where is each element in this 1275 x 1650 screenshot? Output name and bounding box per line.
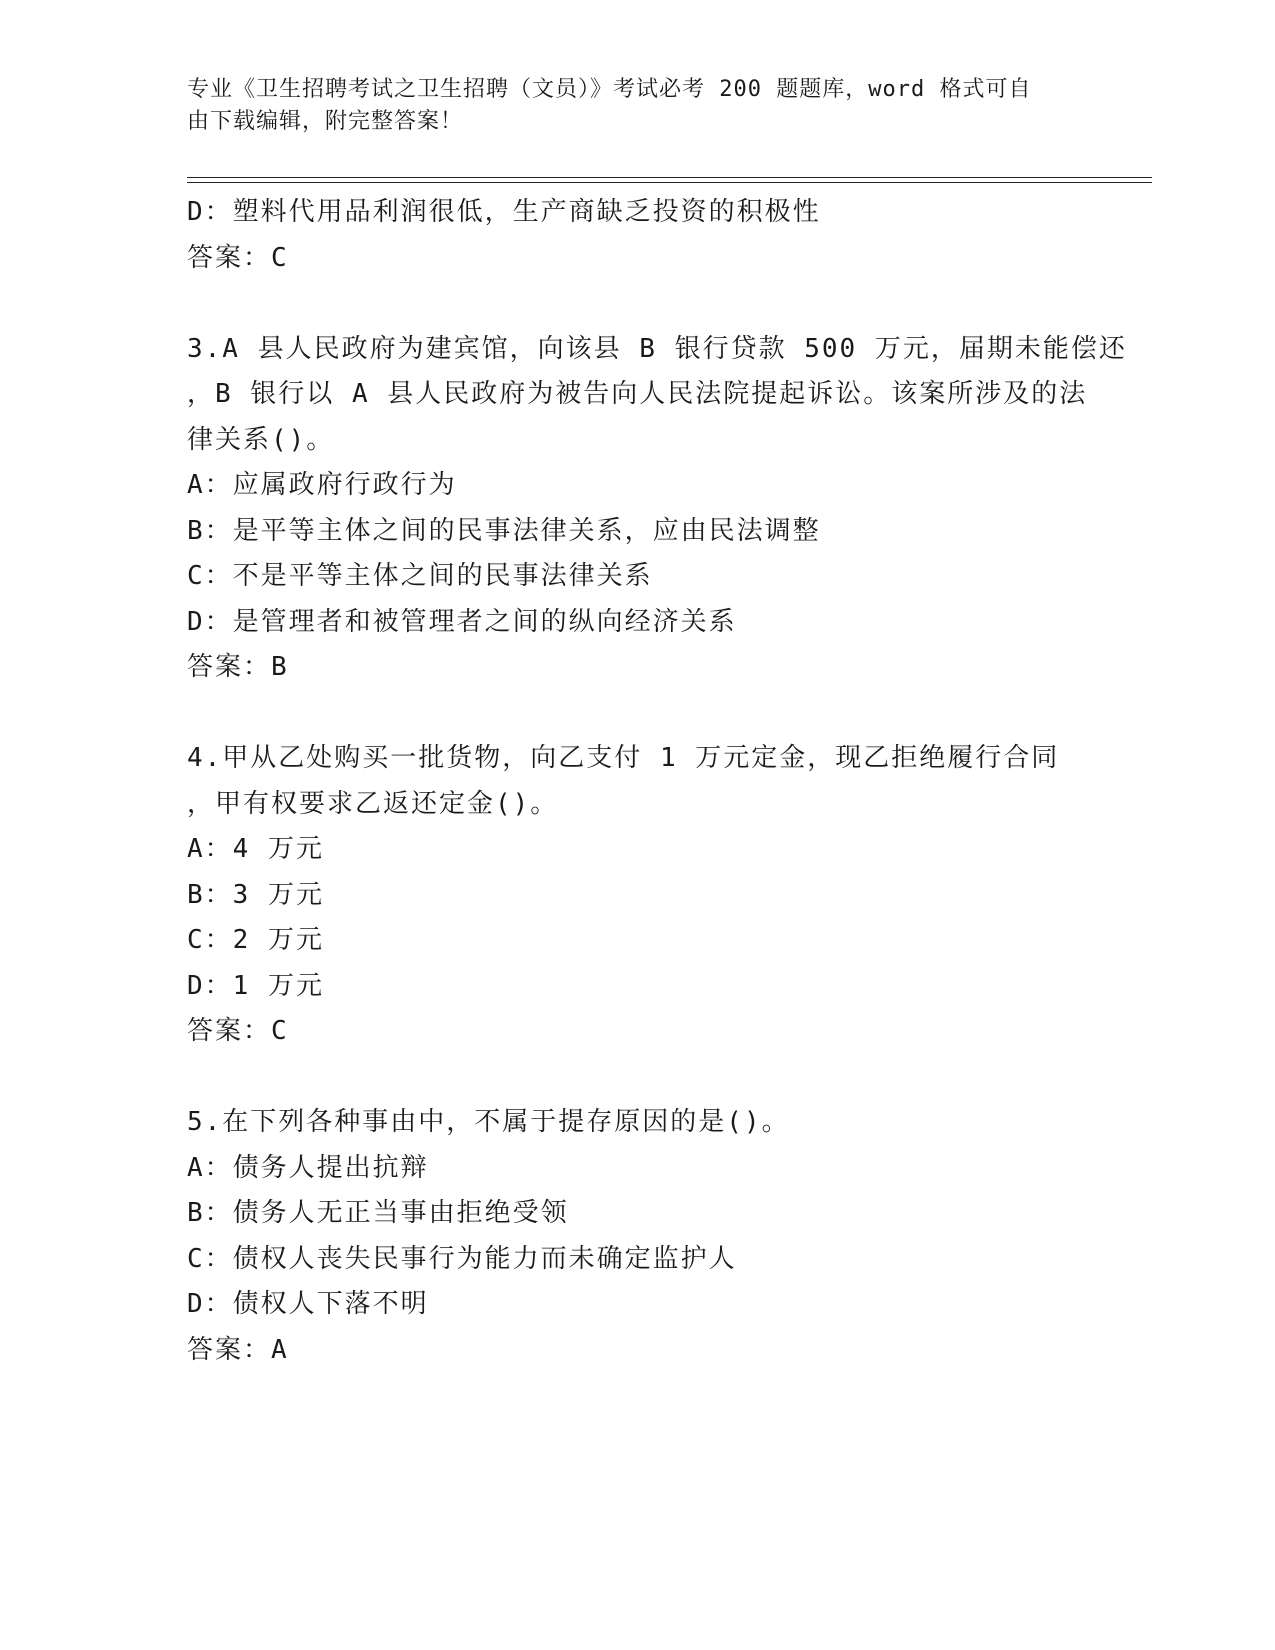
option-b: B：3 万元 bbox=[187, 879, 324, 910]
option-d: D：是管理者和被管理者之间的纵向经济关系 bbox=[187, 606, 737, 637]
option-a: A：应属政府行政行为 bbox=[187, 470, 457, 500]
option-d: D：塑料代用品利润很低，生产商缺乏投资的积极性 bbox=[187, 197, 821, 227]
header-title-line2: 由下载编辑，附完整答案！ bbox=[187, 109, 464, 134]
spacer bbox=[187, 281, 1087, 327]
document-header bbox=[187, 74, 1067, 138]
option-c: C：债权人丧失民事行为能力而未确定监护人 bbox=[187, 1243, 737, 1274]
question-2-tail bbox=[187, 190, 1087, 281]
question-stem-line: 5.在下列各种事由中，不属于提存原因的是()。 bbox=[187, 1107, 790, 1137]
answer-line: 答案：A bbox=[187, 1334, 289, 1365]
answer-line: 答案：C bbox=[187, 1016, 289, 1046]
header-divider bbox=[187, 177, 1152, 183]
question-3 bbox=[187, 327, 1127, 691]
header-title-line1: 专业《卫生招聘考试之卫生招聘（文员）》考试必考 200 题题库，word 格式可自 bbox=[187, 77, 1032, 102]
question-stem-line: 3.A 县人民政府为建宾馆，向该县 B 银行贷款 500 万元，届期未能偿还 bbox=[187, 333, 1127, 364]
question-5 bbox=[187, 1100, 1087, 1373]
spacer bbox=[187, 1055, 1087, 1101]
answer-line: 答案：B bbox=[187, 652, 289, 682]
option-a: A：4 万元 bbox=[187, 834, 324, 864]
option-d: D：1 万元 bbox=[187, 970, 324, 1001]
question-stem-line: ，甲有权要求乙返还定金()。 bbox=[187, 788, 559, 819]
question-list bbox=[187, 190, 1127, 1373]
question-4 bbox=[187, 736, 1087, 1055]
answer-line: 答案：C bbox=[187, 242, 289, 273]
question-stem-line: ，B 银行以 A 县人民政府为被告向人民法院提起诉讼。该案所涉及的法 bbox=[187, 379, 1088, 409]
question-stem-line: 4.甲从乙处购买一批货物，向乙支付 1 万元定金，现乙拒绝履行合同 bbox=[187, 743, 1060, 773]
option-c: C：不是平等主体之间的民事法律关系 bbox=[187, 561, 653, 591]
question-stem-line: 律关系()。 bbox=[187, 424, 335, 455]
option-c: C：2 万元 bbox=[187, 925, 324, 955]
option-d: D：债权人下落不明 bbox=[187, 1289, 429, 1319]
option-b: B：债务人无正当事由拒绝受领 bbox=[187, 1198, 569, 1228]
option-a: A：债务人提出抗辩 bbox=[187, 1152, 429, 1183]
spacer bbox=[187, 691, 1087, 737]
option-b: B：是平等主体之间的民事法律关系，应由民法调整 bbox=[187, 515, 821, 546]
